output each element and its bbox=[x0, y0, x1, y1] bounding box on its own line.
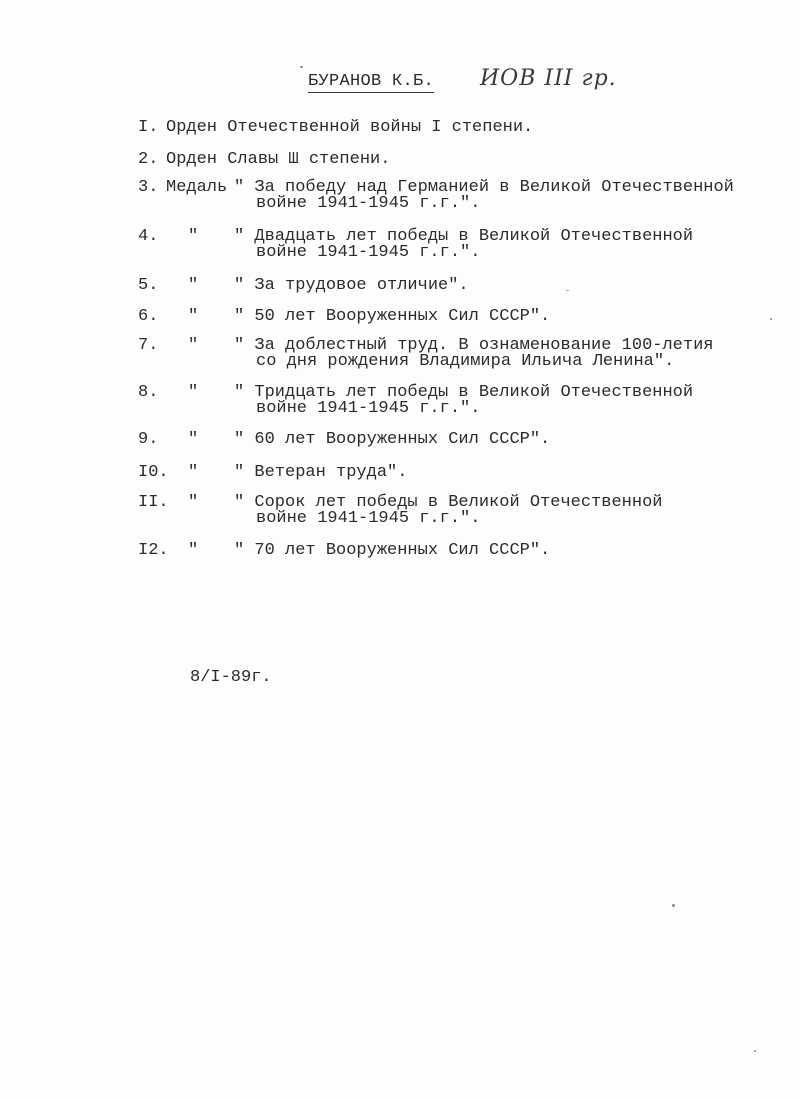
item-number: I2. bbox=[138, 541, 169, 560]
ditto-mark: " bbox=[188, 276, 199, 295]
person-name: БУРАНОВ К.Б. bbox=[308, 72, 435, 91]
item-number: 8. bbox=[138, 383, 159, 402]
item-text-line: войне 1941-1945 г.г.". bbox=[256, 509, 481, 528]
item-number: I0. bbox=[138, 463, 169, 482]
item-text bbox=[234, 385, 693, 417]
item-text bbox=[234, 495, 662, 527]
item-number: I. bbox=[138, 118, 159, 137]
document-header bbox=[308, 66, 617, 102]
item-text-line: " 50 лет Вооруженных Сил СССР". bbox=[234, 307, 551, 326]
item-number: 4. bbox=[138, 227, 159, 246]
item-prefix: Медаль bbox=[166, 178, 228, 197]
ditto-mark: " bbox=[188, 227, 199, 246]
item-number: 3. bbox=[138, 178, 159, 197]
item-text-line: Орден Отечественной войны I степени. bbox=[166, 118, 534, 137]
item-text-line: со дня рождения Владимира Ильича Ленина". bbox=[256, 352, 675, 371]
item-number: 7. bbox=[138, 336, 159, 355]
scan-speck bbox=[770, 318, 772, 320]
item-text bbox=[234, 338, 713, 370]
ditto-mark: " bbox=[188, 493, 199, 512]
item-text bbox=[234, 278, 469, 294]
item-text-line: " За победу над Германией в Великой Отечественной bbox=[234, 178, 734, 197]
item-text-line: " Тридцать лет победы в Великой Отечественной bbox=[234, 383, 694, 402]
ditto-mark: " bbox=[188, 383, 199, 402]
item-text bbox=[234, 229, 693, 261]
item-text-line: " Двадцать лет победы в Великой Отечественной bbox=[234, 227, 694, 246]
item-text-line: " 60 лет Вооруженных Сил СССР". bbox=[234, 430, 551, 449]
ditto-mark: " bbox=[188, 430, 199, 449]
item-number: II. bbox=[138, 493, 169, 512]
item-text bbox=[166, 120, 533, 136]
item-text-line: войне 1941-1945 г.г.". bbox=[256, 194, 481, 213]
ditto-mark: " bbox=[188, 541, 199, 560]
item-text bbox=[234, 465, 407, 481]
item-text-line: войне 1941-1945 г.г.". bbox=[256, 243, 481, 262]
ditto-mark: " bbox=[188, 307, 199, 326]
scan-speck bbox=[566, 290, 569, 291]
item-text-line: Орден Славы Ш степени. bbox=[166, 150, 391, 169]
document-date: 8/I-89г. bbox=[190, 668, 272, 687]
item-number: 6. bbox=[138, 307, 159, 326]
ditto-mark: " bbox=[188, 336, 199, 355]
item-text bbox=[234, 432, 550, 448]
item-number: 5. bbox=[138, 276, 159, 295]
item-text-line: войне 1941-1945 г.г.". bbox=[256, 399, 481, 418]
item-text bbox=[166, 152, 390, 168]
scan-speck bbox=[672, 904, 675, 907]
item-text-line: " За трудовое отличие". bbox=[234, 276, 469, 295]
item-number: 2. bbox=[138, 150, 159, 169]
item-text-line: " 70 лет Вооруженных Сил СССР". bbox=[234, 541, 551, 560]
item-text bbox=[234, 543, 550, 559]
scan-speck bbox=[754, 1050, 756, 1052]
ditto-mark: " bbox=[188, 463, 199, 482]
item-text bbox=[234, 309, 550, 325]
item-number: 9. bbox=[138, 430, 159, 449]
item-text bbox=[234, 180, 734, 212]
item-text-line: " Сорок лет победы в Великой Отечественной bbox=[234, 493, 663, 512]
item-text-line: " Ветеран труда". bbox=[234, 463, 408, 482]
handwritten-note: ИОВ III гр. bbox=[480, 66, 617, 91]
item-text-line: " За доблестный труд. В ознаменование 100-летия bbox=[234, 336, 714, 355]
scan-speck bbox=[300, 66, 303, 68]
